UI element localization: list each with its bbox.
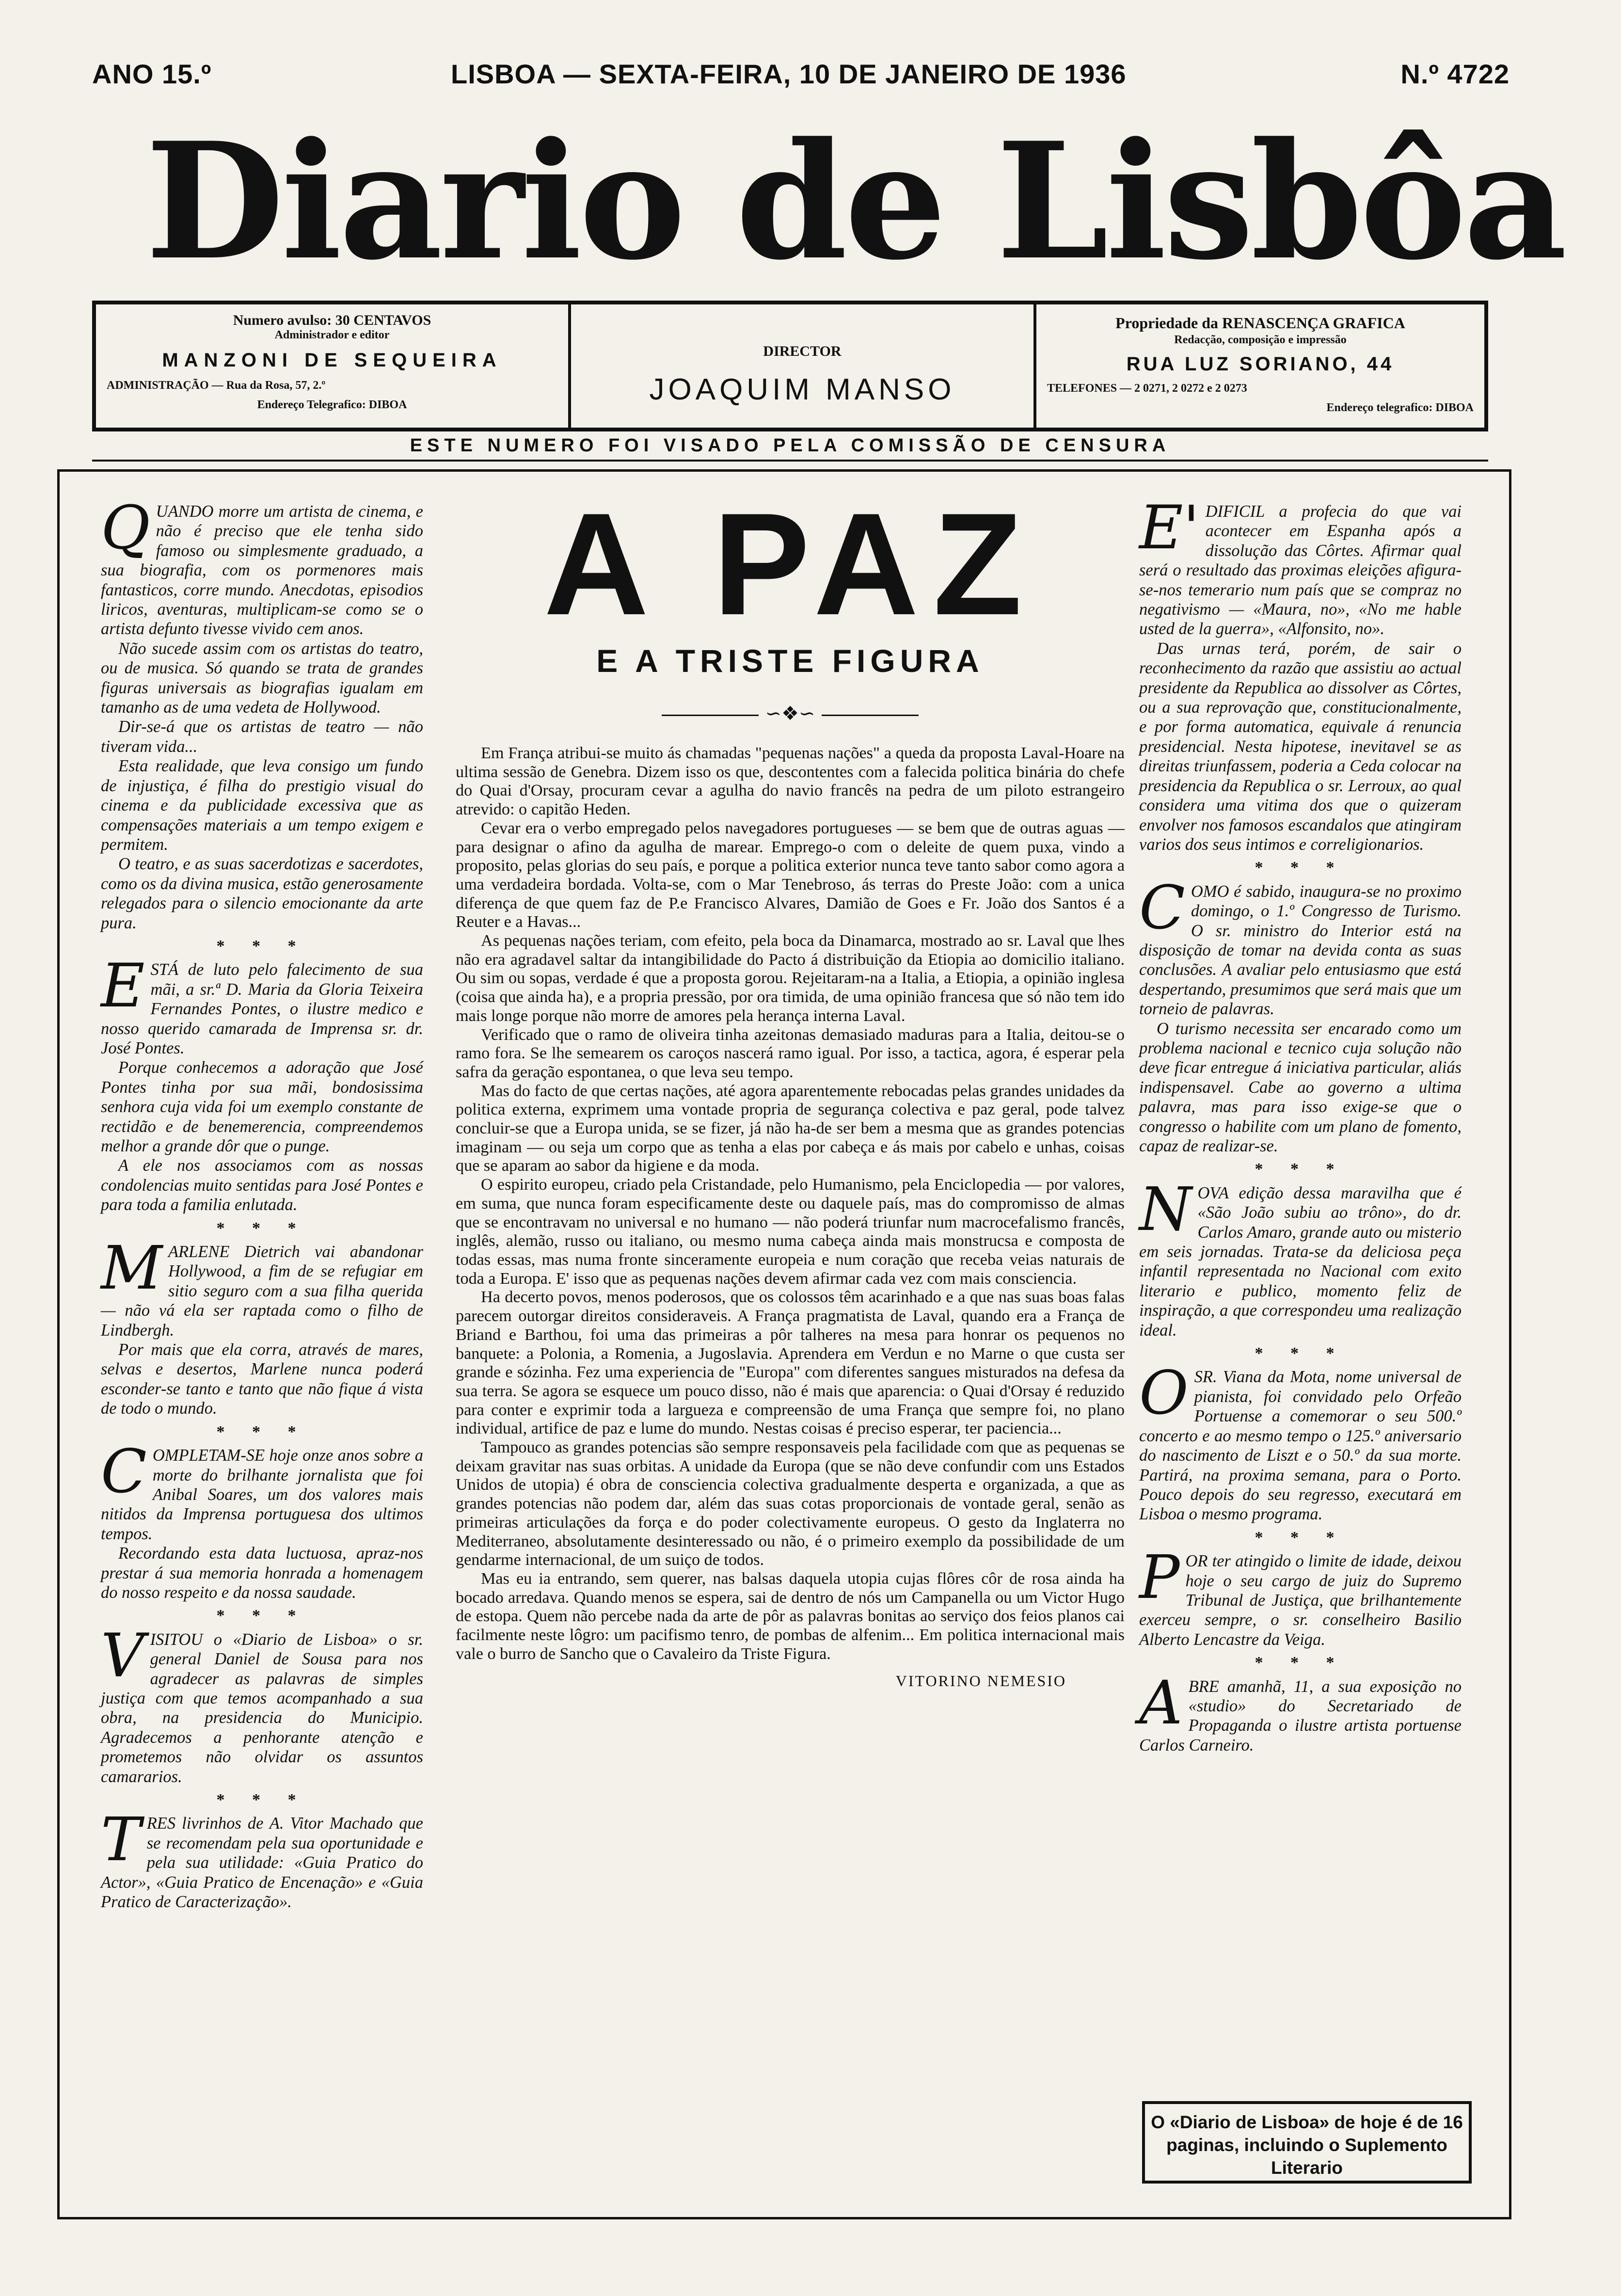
article-paragraph: Cevar era o verbo empregado pelos navegadores portugueses — se bem que de outras aguas — para designar o afino da agulha de marear. Emprego-o com o deleite de quem puxa, vindo a proposito, pelas glorias do seu país, e porque a politica exterior nunca teve tanto sabor como agora a uma verdadeira bordada. Volta-se, com o Mar Tenebroso, ás terras do Preste João: com a unica diferença de que quem faz de P.e Francisco Alvares, Damião de Goes e Fr. João dos Santos é a Reuter e a Havas...	[456, 819, 1125, 931]
column-paragraph	[101, 1340, 423, 1419]
pages-notice-box: O «Diario de Lisboa» de hoje é de 16 paginas, incluindo o Suplemento Literario	[1142, 2101, 1472, 2184]
owner-cell	[1036, 304, 1484, 428]
left-column	[101, 493, 423, 1912]
ornament-line-right	[822, 715, 919, 716]
paragraph-text: OMO é sabido, inaugura-se no proximo domingo, o 1.º Congresso de Turismo. O sr. ministro do Interior está na disposição de tomar na devida conta as suas conclusões. A avaliar pelo entusiasmo que está despertando, presumimos que será mais que um torneio de palavras.	[1139, 882, 1462, 1019]
paragraph-text: O turismo necessita ser encarado como um problema nacional e tecnico cuja solução não deve ficar entregue á iniciativa particular, aliás indispensavel. Cabe ao governo a ultima palavra, mas para isso exige-se que o congresso o habilite com um plano de fomento, capaz de realizar-se.	[1139, 1019, 1462, 1155]
phones: TELEFONES — 2 0271, 2 0272 e 2 0273	[1047, 382, 1247, 395]
dateline: LISBOA — SEXTA-FEIRA, 10 DE JANEIRO DE 1936	[451, 59, 1127, 89]
paragraph-text: ARLENE Dietrich vai abandonar Hollywood, a fim de se refugiar em sitio seguro com a sua filha querida — não vá ela ser raptada como o filho de Lindbergh.	[101, 1243, 423, 1339]
admin-label: Administrador e editor	[274, 329, 390, 341]
column-paragraph	[101, 951, 423, 1058]
censorship-notice: ESTE NUMERO FOI VISADO PELA COMISSÃO DE CENSURA	[92, 435, 1488, 462]
paragraph-text: RES livrinhos de A. Vitor Machado que se recomendam pela sua oportunidade e pela sua utilidade: «Guia Pratico do Actor», «Guia Pratico de Encenação» e «Guia Pratico de Caracterização».	[101, 1814, 423, 1912]
section-separator: * * *	[1255, 1528, 1346, 1547]
owner-sub: Redacção, composição e impressão	[1174, 334, 1347, 346]
column-paragraph	[1139, 1174, 1462, 1340]
paragraph-text: UANDO morre um artista de cinema, e não é preciso que ele tenha sido famoso ou simplesmente graduado, a sua biografia, com os pormenores mais fantasticos, corre mundo. Anecdotas, episodios liricos, aventuras, multiplicam-se como se o artista defunto tivesse vivido cem anos.	[101, 502, 423, 638]
column-paragraph	[101, 1233, 423, 1340]
issue-number: N.º 4722	[1400, 59, 1510, 89]
main-article	[456, 482, 1125, 1690]
paragraph-text: Por mais que ela corra, através de mares, selvas e desertos, Marlene nunca poderá esconder-se tanto e tanto que não fique á vista de todo o mundo.	[101, 1340, 423, 1418]
column-paragraph	[101, 1805, 423, 1912]
masthead-info-box	[92, 301, 1488, 431]
column-paragraph	[1139, 1019, 1462, 1156]
paragraph-text: OR ter atingido o limite de idade, deixou hoje o seu cargo de juiz do Supremo Tribunal de Justiça, que brilhantemente exerceu sempre, o sr. conselheiro Basilio Alberto Lencastre da Veiga.	[1139, 1552, 1462, 1649]
paragraph-text: Dir-se-á que os artistas de teatro — não tiveram vida...	[101, 718, 423, 756]
right-column	[1139, 493, 1462, 1755]
subheadline: E A TRISTE FIGURA	[596, 643, 984, 679]
drop-cap: C	[1139, 873, 1185, 943]
year-label: ANO 15.º	[92, 59, 212, 89]
paragraph-text: ISITOU o «Diario de Lisboa» o sr. general Daniel de Sousa para nos agradecer as palavras de simples justiça com que temos acompanhado a sua obra, na presidencia do Municipio. Agradecemos a penhorante atenção e prometemos não olvidar os assuntos camararios.	[101, 1630, 423, 1786]
column-paragraph	[101, 756, 423, 854]
column-paragraph	[1139, 1543, 1462, 1649]
column-paragraph	[1139, 639, 1462, 854]
admin-address: ADMINISTRAÇÃO — Rua da Rosa, 57, 2.º	[107, 379, 326, 392]
paragraph-text: BRE amanhã, 11, a sua exposição no «studio» do Secretariado de Propaganda o ilustre artista portuense Carlos Carneiro.	[1139, 1677, 1462, 1754]
drop-cap: Q	[101, 493, 150, 563]
column-paragraph	[1139, 1358, 1462, 1524]
paragraph-text: Recordando esta data luctuosa, apraz-nos prestar á sua memoria honrada a homenagem do nosso respeito e da nossa saudade.	[101, 1544, 423, 1602]
drop-cap: M	[101, 1233, 162, 1304]
article-paragraph: Ha decerto povos, menos poderosos, que os colossos têm acarinhado e a que nas suas boas falas parecem outorgar direitos consideraveis. A França pragmatista de Laval, quando era a França de Briand e Barthou, foi uma das primeiras a pôr talheres na mesa para honrar os pequenos no banquete: a Polonia, a Romenia, a Jugoslavia. Aprendera em Verdun e no Marne o que custa ser grande e sózinha. Fez uma experiencia de "Europa" com diferentes sangues misturados na defesa da sua terra. Se agora se esquece um pouco disso, não é mais que aparencia: o Quai d'Orsay é reduzido para conter e exprimir toda a largueza e compreensão de uma França que sempre foi, no plano individual, artifice de paz e lume do mundo. Nestas coisas é preciso esperar, ter paciencia...	[456, 1288, 1125, 1438]
paragraph-text: STÁ de luto pelo falecimento de sua mãi, a sr.ª D. Maria da Gloria Teixeira Fernandes Pontes, o ilustre medico e nosso querido camarada de Imprensa sr. dr. José Pontes.	[101, 960, 423, 1057]
article-paragraph: Verificado que o ramo de oliveira tinha azeitonas demasiado maduras para a Italia, deitou-se o ramo fora. Se lhe semearem os caroços nascerá ramo igual. Por isso, a tactica, agora, é esperar pela safra da geração espontanea, o que leva seu tempo.	[456, 1025, 1125, 1081]
paragraph-text: DIFICIL a profecia do que vai acontecer em Espanha após a dissolução das Côrtes. Afirmar qual será o resultado das proximas eleições afigura-se-nos temerario num país que se compraz no negativismo — «Maura, no», «No me hable usted de la guerra», «Alfonsito, no».	[1139, 502, 1462, 638]
section-separator: * * *	[216, 1607, 308, 1625]
drop-cap: P	[1139, 1543, 1180, 1613]
owner-address: RUA LUZ SORIANO, 44	[1126, 353, 1395, 375]
column-paragraph	[101, 639, 423, 718]
drop-cap: V	[101, 1621, 144, 1691]
column-paragraph	[101, 717, 423, 756]
article-paragraph: Mas eu ia entrando, sem querer, nas balsas daquela utopia cujas flôres côr de rosa ainda ha bocado arredava. Quando menos se espera, sai de dentro de nós um Campanella ou um Victor Hugo de estopa. Quem não percebe nada da arte de pôr as palavras bonitas ao serviço dos feios planos cai facilmente neste lôgro: um pacifismo tenro, de pombas de alfenim... Em politica internacional mais vale o burro de Sancho que o Cavaleiro da Triste Figura.	[456, 1569, 1125, 1663]
paragraph-text: SR. Viana da Mota, nome universal de pianista, foi convidado pelo Orfeão Portuense a comemorar o seu 500.º concerto e ao mesmo tempo o 125.º aniversario do nascimento de Liszt e o 50.º da sua morte. Partirá, na proxima semana, para o Porto. Pouco depois do seu regresso, executará em Lisboa o mesmo programa.	[1139, 1368, 1462, 1524]
column-paragraph	[101, 1156, 423, 1214]
article-body	[456, 744, 1125, 1663]
ornament-divider	[456, 702, 1125, 725]
owner-label: Propriedade da RENASCENÇA GRAFICA	[1115, 314, 1405, 332]
column-paragraph	[101, 1058, 423, 1156]
column-paragraph	[101, 493, 423, 639]
headline: A PAZ	[543, 482, 1037, 645]
drop-cap: T	[101, 1805, 141, 1875]
paragraph-text: Das urnas terá, porém, de sair o reconhecimento da razão que assistiu ao actual presidente da Republica ao dissolver as Côrtes, ou a sua reprovação que, constitucionalmente, e por forma automatica, equivale á renuncia presidencial. Nesta hipotese, inevitavel se as direitas triunfassem, poderia a Ceda colocar na presidencia da Republica o sr. Lerroux, ao qual considera uma vitima dos que o quizeram envolver nos famosos escandalos que atingiram varios dos seus intimos e correligionarios.	[1139, 639, 1462, 854]
article-signature: VITORINO NEMESIO	[895, 1672, 1066, 1690]
article-paragraph: As pequenas nações teriam, com efeito, pela boca da Dinamarca, mostrado ao sr. Laval que lhes não era agradavel saltar da intangibilidade do Pacto á distribuição da Etiopia ao domicilio italiano. Ou sim ou sopas, verdade é que a proposta gorou. Rejeitaram-na a Italia, a Etiopia, a opinião inglesa (coisa que ainda ha), e a propria pressão, por ora timida, de uma opinião francesa que só não tem ido mais longe porque não morre de amores pela herança interna Laval.	[456, 932, 1125, 1025]
column-paragraph	[101, 854, 423, 933]
top-dateline-bar	[92, 58, 1529, 92]
article-paragraph: Em França atribui-se muito ás chamadas "pequenas nações" a queda da proposta Laval-Hoare na ultima sessão de Genebra. Dizem isso os que, descontentes com a falecida politica binária do chefe do Quai d'Orsay, procuram cevar a agulha do navio francês na pedra de um piloto estrangeiro atrevido: o capitão Heden.	[456, 744, 1125, 819]
paragraph-text: A ele nos associamos com as nossas condolencias muito sentidas para José Pontes e para toda a familia enlutada.	[101, 1156, 423, 1214]
section-separator: * * *	[216, 1219, 308, 1237]
paragraph-text: OVA edição dessa maravilha que é «São João subiu ao trôno», do dr. Carlos Amaro, grande auto ou misterio em seis jornadas. Trata-se da deliciosa peça infantil representada no Nacional com exito literario e publico, momento feliz de inspiração, a que correspondeu uma realização ideal.	[1139, 1183, 1462, 1339]
section-separator: * * *	[216, 937, 308, 955]
column-paragraph	[1139, 1668, 1462, 1755]
director-label: DIRECTOR	[763, 343, 842, 359]
column-paragraph	[1139, 493, 1462, 639]
admin-cell	[96, 304, 571, 428]
column-paragraph	[101, 1621, 423, 1786]
owner-telegraph: Endereço telegrafico: DIBOA	[1326, 401, 1474, 414]
section-separator: * * *	[216, 1422, 308, 1441]
drop-cap: A	[1139, 1668, 1183, 1738]
section-separator: * * *	[216, 1791, 308, 1809]
column-paragraph	[1139, 873, 1462, 1019]
paragraph-text: Esta realidade, que leva consigo um fundo de injustiça, é filha do prestigio visual do cinema e da publicidade excessiva que as compensações materiais a um tempo exigem e permitem.	[101, 757, 423, 854]
section-separator: * * *	[1255, 1160, 1346, 1179]
section-separator: * * *	[1255, 859, 1346, 877]
paragraph-text: OMPLETAM-SE hoje onze anos sobre a morte do brilhante jornalista que foi Anibal Soares, um dos valores mais nitidos da Imprensa portuguesa dos ultimos tempos.	[101, 1446, 423, 1543]
admin-name: MANZONI DE SEQUEIRA	[162, 350, 502, 371]
director-name: JOAQUIM MANSO	[649, 373, 955, 406]
drop-cap: C	[101, 1437, 147, 1507]
article-paragraph: O espirito europeu, criado pela Cristandade, pelo Humanismo, pela Enciclopedia — por valores, em suma, que nunca foram especificamente deste ou daquele país, mas do compromisso de almas que se encontravam no universal e no humano — não poderá triunfar num macrocefalismo francês, inglês, alemão, russo ou italiano, ou mesmo numa cabeça ainda mais monstrucsa e composta de todas essas, mas numa fronte sinceramente europeia e num coração que receba veias naturais de toda a Europa. E' isso que as pequenas nações devem afirmar cada vez com mais consciencia.	[456, 1176, 1125, 1288]
drop-cap: E	[101, 951, 145, 1021]
article-paragraph: Mas do facto de que certas nações, até agora aparentemente rebocadas pelas grandes unidades da politica externa, exprimem uma vontade propria de segurança colectiva e paz geral, pode talvez concluir-se que a Europa unida, se se fizer, já não ha-de ser bem a mesma que as grandes potencias imaginam — ou seja um corpo que as tenha a elas por cabeça e ás mais por cabelo e unhas, coisas que se aparam ao sabor da higiene e da moda.	[456, 1082, 1125, 1175]
newspaper-masthead: Diario de Lisbôa	[145, 107, 1565, 295]
director-cell	[571, 304, 1036, 428]
paragraph-text: O teatro, e as suas sacerdotizas e sacerdotes, como os da divina musica, estão generosamente relegados para o silencio emocionante da arte pura.	[101, 855, 423, 932]
ornament-glyph: ∽❖∽	[765, 702, 815, 724]
column-paragraph	[101, 1544, 423, 1602]
paragraph-text: Porque conhecemos a adoração que José Pontes tinha por sua mãi, bondosissima senhora cuja vida foi um exemplo constante de rectidão e de benemerencia, compreendemos melhor a grande dôr que o punge.	[101, 1058, 423, 1155]
section-separator: * * *	[1255, 1344, 1346, 1363]
drop-cap: N	[1139, 1174, 1192, 1244]
ornament-line-left	[662, 715, 759, 716]
article-paragraph: Tampouco as grandes potencias são sempre responsaveis pela facilidade com que as pequenas se deixam gravitar nas suas orbitas. A unidade da Europa (que se não deve confundir com uns Estados Unidos de utopia) é obra de consciencia colectiva gradualmente desperta e organizada, a que as grandes potencias não podem dar, além das suas cotas proporcionais de vontade geral, senão as primeiras articulações da força e do poder colectivamente europeus. O gesto da Inglaterra no Mediterraneo, absolutamente desinteressado ou não, é o primeiro exemplo da possibilidade de um gendarme internacional, de um suiço de todos.	[456, 1438, 1125, 1569]
drop-cap: E'	[1139, 493, 1200, 563]
section-separator: * * *	[1255, 1654, 1346, 1672]
drop-cap: O	[1139, 1358, 1189, 1429]
price-label: Numero avulso: 30 CENTAVOS	[233, 312, 431, 328]
paragraph-text: Não sucede assim com os artistas do teatro, ou de musica. Só quando se trata de grandes figuras universais as biografias igualam em tamanho as de uma vedeta de Hollywood.	[101, 639, 423, 717]
column-paragraph	[101, 1437, 423, 1544]
admin-telegraph: Endereço Telegrafico: DIBOA	[257, 399, 407, 411]
